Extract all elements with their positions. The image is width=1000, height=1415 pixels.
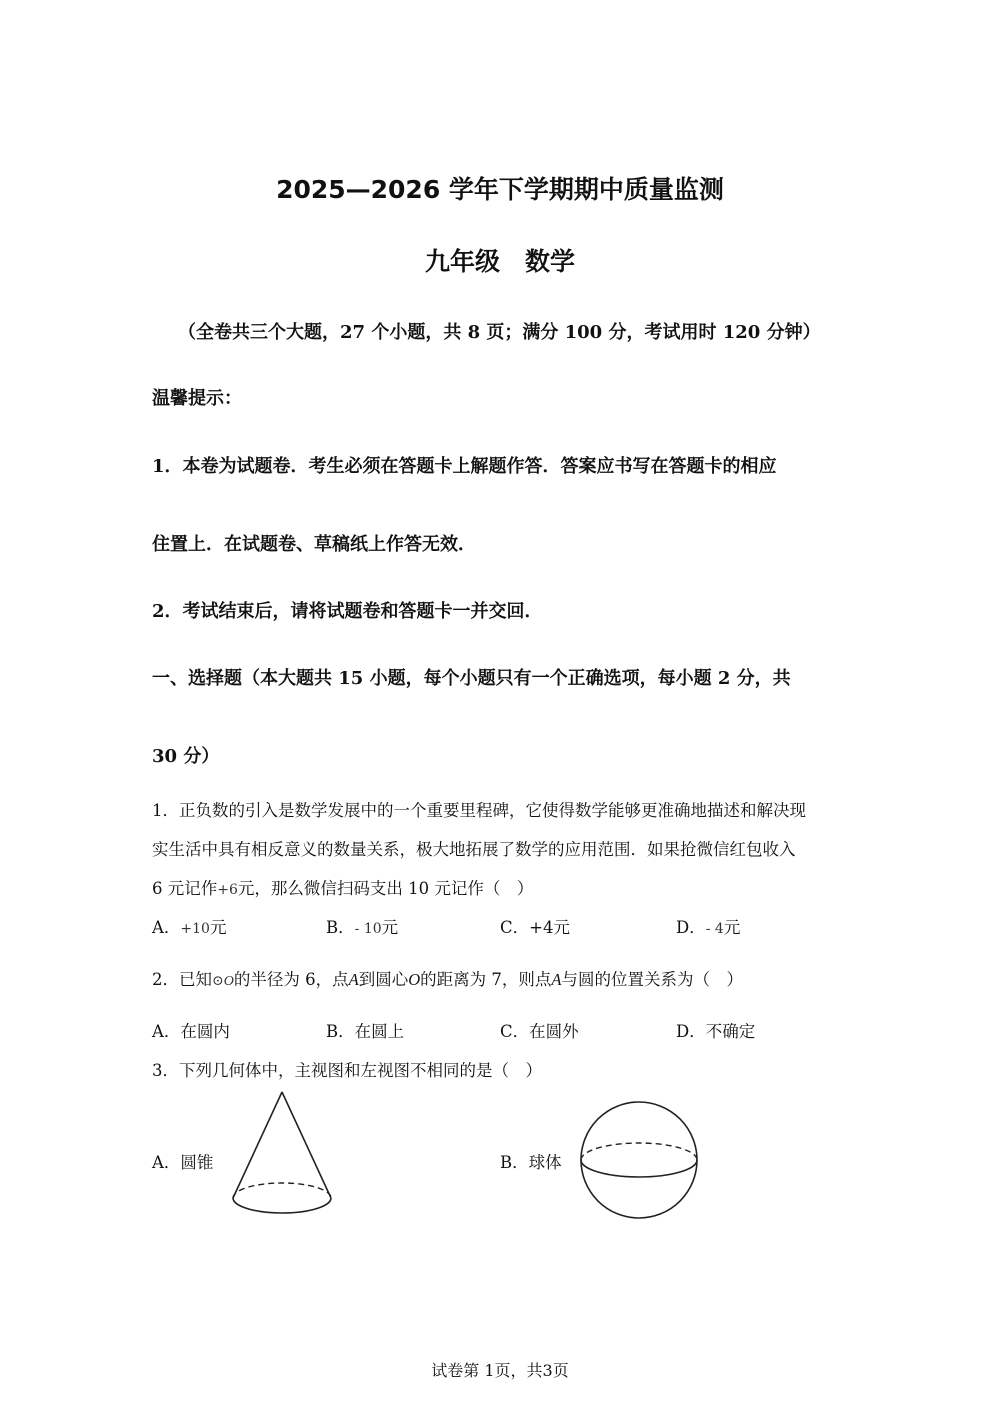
- q2-math-a-2: A: [551, 970, 562, 989]
- q1-line-3: [152, 875, 533, 899]
- q2-text-5: 与圆的位置关系为（ ）: [561, 970, 743, 989]
- q2-math-circle-o: ⊙O: [212, 974, 234, 989]
- q1-line-3-post: 元，那么微信扫码支出 10 元记作（ ）: [237, 879, 534, 898]
- sphere-figure: [577, 1098, 701, 1222]
- q1-option-c[interactable]: [500, 914, 570, 938]
- q1-option-b[interactable]: [326, 914, 398, 938]
- option-unit: 元: [553, 918, 570, 937]
- option-letter: D．: [676, 918, 706, 937]
- option-unit: 元: [381, 918, 399, 937]
- exam-info: （全卷共三个大题，27 个小题，共 8 页；满分 100 分，考试用时 120 分钟）: [178, 322, 821, 343]
- q2-option-a[interactable]: A．在圆内: [152, 1022, 230, 1041]
- q2-text-3: 到圆心: [358, 970, 409, 989]
- q1-line-1: 1．正负数的引入是数学发展中的一个重要里程碑，它使得数学能够更准确地描述和解决现: [152, 801, 806, 820]
- option-letter: A．: [152, 918, 181, 937]
- option-unit: 元: [209, 918, 227, 937]
- q3-option-b[interactable]: B．球体: [500, 1153, 562, 1172]
- q2-text-4: 的距离为 7，则点: [420, 970, 552, 989]
- q2-option-c[interactable]: C．在圆外: [500, 1022, 579, 1041]
- cone-figure: [226, 1088, 338, 1222]
- q2-option-d[interactable]: D．不确定: [676, 1022, 756, 1041]
- option-math: - 4: [705, 921, 724, 937]
- q1-line-2: 实生活中具有相反意义的数量关系，极大地拓展了数学的应用范围．如果抢微信红包收入: [152, 840, 796, 859]
- option-letter: B．: [326, 918, 355, 937]
- option-math: +4: [529, 918, 554, 937]
- q3-stem: 3．下列几何体中，主视图和左视图不相同的是（ ）: [152, 1061, 542, 1080]
- tips-heading: 温馨提示：: [152, 388, 242, 409]
- page-footer: 试卷第 1页，共3页: [431, 1361, 569, 1380]
- q3-option-a[interactable]: A．圆锥: [152, 1153, 214, 1172]
- option-unit: 元: [723, 918, 741, 937]
- q2-math-o: O: [408, 970, 421, 989]
- q1-option-d[interactable]: [676, 914, 740, 938]
- exam-title: 2025—2026 学年下学期期中质量监测: [276, 175, 724, 204]
- option-math: +10: [180, 921, 210, 937]
- tip-1-line-b: 住置上．在试题卷、草稿纸上作答无效．: [152, 534, 476, 555]
- q1-line-3-pre: 6 元记作: [152, 879, 218, 898]
- q1-math-plus6: +6: [217, 882, 238, 898]
- q2-text-1: 2．已知: [152, 970, 212, 989]
- option-letter: C．: [500, 918, 530, 937]
- exam-subtitle: 九年级 数学: [424, 247, 575, 276]
- q1-option-a[interactable]: [152, 914, 226, 938]
- tip-2: 2．考试结束后，请将试题卷和答题卡一并交回．: [152, 601, 543, 622]
- section-1-heading-a: 一、选择题（本大题共 15 小题，每个小题只有一个正确选项，每小题 2 分，共: [152, 668, 791, 689]
- tip-1-line-a: 1．本卷为试题卷．考生必须在答题卡上解题作答．答案应书写在答题卡的相应: [152, 456, 777, 477]
- section-1-heading-b: 30 分）: [152, 746, 220, 767]
- option-math: - 10: [354, 921, 382, 937]
- q2-stem: [152, 966, 743, 990]
- q2-text-2: 的半径为 6，点: [233, 970, 349, 989]
- q2-option-b[interactable]: B．在圆上: [326, 1022, 405, 1041]
- q2-math-a: A: [348, 970, 359, 989]
